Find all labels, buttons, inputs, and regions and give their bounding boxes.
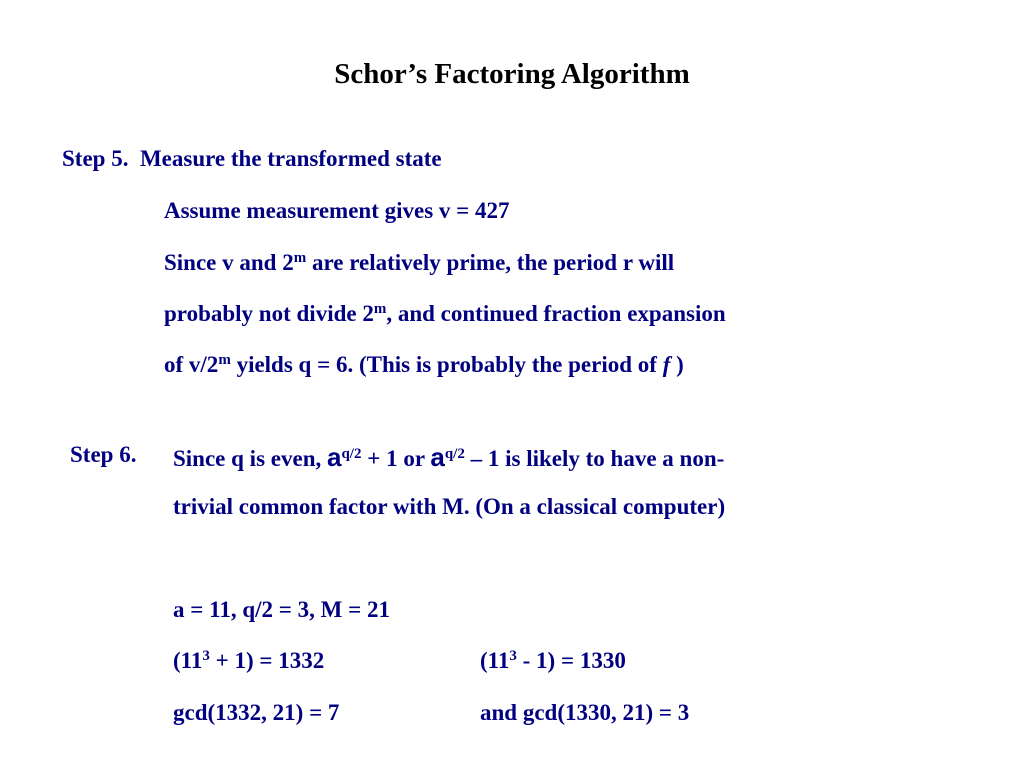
step6-line1-post: – 1 is likely to have a non- (464, 446, 725, 471)
slide-title: Schor’s Factoring Algorithm (334, 58, 690, 90)
step6-mid: + 1 or (361, 446, 431, 471)
step6-common-factor-line: trivial common factor with M. (On a classical computer) (173, 494, 726, 519)
step5-period-line (164, 352, 684, 378)
example-minus-post: - 1) = 1330 (516, 648, 626, 673)
step6-line1-pre: Since q is even, (173, 446, 327, 471)
step5-line4-mid: yields q = 6. (This is probably the period of (230, 352, 663, 377)
example-gcd2-line: and gcd(1330, 21) = 3 (480, 700, 690, 725)
example-minus-line (480, 648, 626, 674)
step6-even-line (173, 442, 724, 473)
step6-sup1: q/2 (341, 446, 362, 462)
step5-line4-post: ) (670, 352, 684, 377)
step5-heading-line (62, 146, 442, 172)
step5-line2-post: are relatively prime, the period r will (306, 250, 675, 275)
example-gcd1-line: gcd(1332, 21) = 7 (173, 700, 340, 725)
step5-line3-sup: m (373, 301, 387, 317)
step5-measurement-line: Assume measurement gives v = 427 (164, 198, 510, 223)
step5-label: Step 5. (62, 146, 129, 171)
step5-line4-sup: m (218, 352, 231, 368)
step5-heading: Measure the transformed state (139, 146, 442, 171)
example-plus-sup: 3 (202, 648, 210, 664)
example-minus-pre: (11 (480, 648, 510, 673)
example-plus-pre: (11 (173, 648, 203, 673)
step5-relatively-prime-line (164, 250, 674, 276)
example-plus-post: + 1) = 1332 (209, 648, 325, 673)
example-params-line: a = 11, q/2 = 3, M = 21 (173, 597, 390, 622)
step5-line4-pre: of v/2 (164, 352, 219, 377)
step6-sup2: q/2 (444, 446, 465, 462)
step6-a2: a (430, 442, 445, 472)
step5-line2-pre: Since v and 2 (164, 250, 294, 275)
step5-line4-f: f (662, 352, 671, 377)
example-minus-sup: 3 (509, 648, 517, 664)
step5-line2-sup: m (293, 250, 307, 266)
step6-label: Step 6. (70, 442, 137, 467)
step6-a1: a (326, 442, 342, 472)
example-plus-line (173, 648, 324, 674)
step5-line3-post: , and continued fraction expansion (386, 301, 726, 326)
step5-continued-fraction-line (164, 301, 726, 327)
step5-line3-pre: probably not divide 2 (164, 301, 374, 326)
